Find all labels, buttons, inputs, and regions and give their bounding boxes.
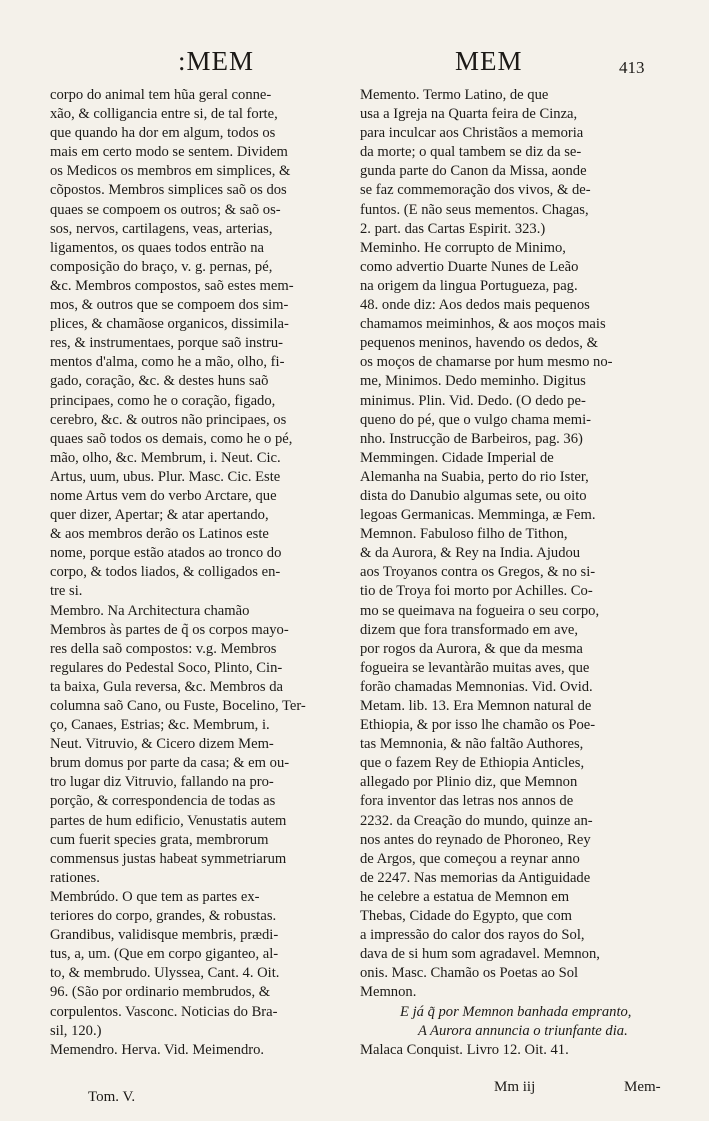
text-line: corpo, & todos liados, & colligados en- bbox=[50, 564, 281, 581]
text-line: 96. (São por ordinario membrudos, & bbox=[50, 984, 271, 1001]
text-line: ta baixa, Gula reversa, &c. Membros da bbox=[50, 678, 284, 695]
text-line: nos antes do reynado de Phoroneo, Rey bbox=[360, 831, 591, 848]
text-line: nome, porque estão atados ao tronco do bbox=[50, 545, 282, 562]
text-line: res, & instrumentaes, porque saõ instru- bbox=[50, 335, 284, 352]
text-line: Metam. lib. 13. Era Memnon natural de bbox=[360, 698, 592, 714]
text-line: gado, coração, &c. & destes huns saõ bbox=[50, 373, 269, 390]
text-line: dizem que fora transformado em ave, bbox=[360, 621, 579, 638]
running-header-left: :MEM bbox=[178, 46, 255, 76]
text-line: Membros às partes de q̃ os corpos mayo- bbox=[50, 621, 289, 638]
text-line: mo se queimava na fogueira o seu corpo, bbox=[360, 602, 600, 619]
text-line: fogueira se levantàrão muitas aves, que bbox=[360, 659, 590, 676]
signature-mark: Mm iij bbox=[494, 1079, 536, 1095]
text-line: 2232. da Creação do mundo, quinze an- bbox=[360, 812, 593, 829]
text-line: porção, & correspondencia de todas as bbox=[50, 793, 276, 810]
text-line: que quando ha dor em algum, todos os bbox=[50, 125, 276, 142]
text-line: chamamos meiminhos, & aos moços mais bbox=[360, 316, 606, 333]
text-line: Neut. Vitruvio, & Cicero dizem Mem- bbox=[50, 736, 274, 753]
text-line: Membro. Na Architectura chamão bbox=[50, 602, 250, 619]
text-line: tas Memnonia, & não faltão Authores, bbox=[360, 736, 584, 753]
text-line: sos, nervos, cartilagens, veas, arterias, bbox=[50, 220, 273, 237]
text-line: allegado por Plinio diz, que Memnon bbox=[360, 774, 578, 791]
text-line: brum domus por parte da casa; & em ou- bbox=[50, 755, 290, 772]
right-column bbox=[360, 86, 658, 1060]
text-line: para inculcar aos Christãos a memoria bbox=[360, 125, 584, 142]
text-line: pequenos meninos, havendo os dedos, & bbox=[360, 335, 598, 352]
text-line: mais em certo modo se sentem. Dividem bbox=[50, 144, 288, 161]
text-line: tio de Troya foi morto por Achilles. Co- bbox=[360, 583, 593, 600]
left-column bbox=[50, 86, 352, 1060]
text-line: onis. Masc. Chamão os Poetas ao Sol bbox=[360, 965, 579, 982]
catchword: Mem- bbox=[624, 1079, 661, 1095]
text-line: ço, Canaes, Estrias; &c. Membrum, i. bbox=[50, 717, 270, 734]
text-line: forão chamadas Memnonias. Vid. Ovid. bbox=[360, 678, 593, 695]
text-line: como advertio Duarte Nunes de Leão bbox=[360, 258, 579, 275]
text-line: quaes se compoem os outros; & saõ os- bbox=[50, 201, 281, 218]
text-line: gunda parte do Canon da Missa, aonde bbox=[360, 163, 587, 180]
text-line: principaes, como he o coração, figado, bbox=[50, 392, 276, 409]
text-line: tre si. bbox=[50, 583, 83, 600]
text-line: commensus justas habeat symmetriarum bbox=[50, 850, 287, 867]
text-line: corpo do animal tem hũa geral conne- bbox=[50, 87, 272, 103]
text-line: teriores do corpo, grandes, & robustas. bbox=[50, 908, 277, 925]
text-line: &c. Membros compostos, saõ estes mem- bbox=[50, 277, 294, 294]
text-line: Memnon. Fabuloso filho de Tithon, bbox=[360, 526, 568, 543]
text-line: aos Troyanos contra os Gregos, & no si- bbox=[360, 564, 596, 581]
text-line: Memendro. Herva. Vid. Meimendro. bbox=[50, 1041, 265, 1058]
running-header-right: MEM bbox=[455, 46, 523, 76]
text-line: usa a Igreja na Quarta feira de Cinza, bbox=[360, 106, 578, 123]
text-line: sil, 120.) bbox=[50, 1022, 102, 1039]
text-line: & aos membros derão os Latinos este bbox=[50, 526, 269, 543]
volume-label: Tom. V. bbox=[88, 1089, 136, 1105]
text-line: Memmingen. Cidade Imperial de bbox=[360, 449, 554, 466]
text-line: dista do Danubio algumas sete, ou oito bbox=[360, 487, 587, 504]
text-line: to, & membrudo. Ulyssea, Cant. 4. Oit. bbox=[50, 965, 280, 982]
text-line: os moços de chamarse por hum mesmo no- bbox=[360, 354, 613, 371]
text-line: por rogos da Aurora, & que da mesma bbox=[360, 640, 583, 657]
text-line: minimus. Plin. Vid. Dedo. (O dedo pe- bbox=[360, 392, 586, 409]
text-line: corpulentos. Vasconc. Noticias do Bra- bbox=[50, 1003, 278, 1020]
text-line: mentos d'alma, como he a mão, olho, fi- bbox=[50, 354, 285, 371]
text-line: rationes. bbox=[50, 869, 100, 886]
text-line: se faz commemoração dos vivos, & de- bbox=[360, 182, 591, 199]
text-line: composição do braço, v. g. pernas, pé, bbox=[50, 258, 273, 275]
text-line: tro lugar diz Vitruvio, fallando na pro- bbox=[50, 774, 274, 791]
text-line: cerebro, &c. & outros não principaes, os bbox=[50, 411, 287, 428]
text-line: Grandibus, validisque membris, prædi- bbox=[50, 927, 279, 944]
text-line: partes de hum edificio, Venustatis autem bbox=[50, 812, 287, 829]
text-line: queno do pé, que o vulgo chama memi- bbox=[360, 411, 592, 428]
text-line: Memento. Termo Latino, de que bbox=[360, 87, 549, 103]
text-line: plices, & chamãose organicos, dissimila- bbox=[50, 316, 289, 333]
text-line: regulares do Pedestal Soco, Plinto, Cin- bbox=[50, 659, 283, 676]
text-line: mão, olho, &c. Membrum, i. Neut. Cic. bbox=[50, 449, 281, 466]
text-line: cum fuerit species grata, membrorum bbox=[50, 831, 269, 848]
text-line: dava de si hum som agradavel. Memnon, bbox=[360, 946, 600, 963]
text-line: nome Artus vem do verbo Arctare, que bbox=[50, 487, 277, 504]
text-line: funtos. (E não seus mementos. Chagas, bbox=[360, 201, 589, 218]
text-line: Alemanha na Suabia, perto do rio Ister, bbox=[360, 468, 589, 485]
text-line: de 2247. Nas memorias da Antiguidade bbox=[360, 869, 591, 886]
text-line: Ethiopia, & por isso lhe chamão os Poe- bbox=[360, 717, 596, 734]
poem-line: E já q̃ por Memnon banhada empranto, bbox=[400, 1003, 632, 1020]
text-line: legoas Germanicas. Memminga, æ Fem. bbox=[360, 507, 596, 524]
text-line: quer dizer, Apertar; & atar apertando, bbox=[50, 507, 269, 524]
text-line: cõpostos. Membros simplices saõ os dos bbox=[50, 182, 287, 199]
text-line: tus, a, um. (Que em corpo giganteo, al- bbox=[50, 946, 279, 963]
text-line: na origem da lingua Portugueza, pag. bbox=[360, 277, 578, 294]
text-line: 2. part. das Cartas Espirit. 323.) bbox=[360, 220, 546, 237]
text-line: a impressão do calor dos rayos do Sol, bbox=[360, 927, 585, 944]
text-line: Thebas, Cidade do Egypto, que com bbox=[360, 908, 572, 925]
text-line: columna saõ Cano, ou Fuste, Bocelino, Ter- bbox=[50, 698, 306, 714]
text-line: de Argos, que começou a reynar anno bbox=[360, 850, 580, 867]
text-line: que o fazem Rey de Ethiopia Anticles, bbox=[360, 755, 585, 772]
text-line: nho. Instrucção de Barbeiros, pag. 36) bbox=[360, 430, 583, 447]
text-line: res della saõ compostos: v.g. Membros bbox=[50, 640, 277, 657]
text-line: Membrúdo. O que tem as partes ex- bbox=[50, 888, 260, 905]
text-line: ligamentos, os quaes todos entrão na bbox=[50, 239, 264, 256]
poem-line: A Aurora annuncia o triunfante dia. bbox=[418, 1022, 628, 1039]
text-line: xão, & colligancia entre si, de tal forte, bbox=[50, 106, 278, 123]
page-number: 413 bbox=[619, 58, 645, 77]
text-line: Memnon. bbox=[360, 984, 417, 1001]
text-line: & da Aurora, & Rey na India. Ajudou bbox=[360, 545, 581, 562]
text-line: 48. onde diz: Aos dedos mais pequenos bbox=[360, 297, 590, 314]
text-line: me, Minimos. Dedo meminho. Digitus bbox=[360, 373, 586, 390]
text-line: quaes saõ todos os demais, como he o pé, bbox=[50, 430, 293, 447]
text-line: mos, & outros que se compoem dos sim- bbox=[50, 297, 289, 314]
text-line: os Medicos os membros em simplices, & bbox=[50, 163, 291, 180]
text-line: Meminho. He corrupto de Minimo, bbox=[360, 239, 566, 256]
citation-line: Malaca Conquist. Livro 12. Oit. 41. bbox=[360, 1041, 569, 1058]
text-line: he celebre a estatua de Memnon em bbox=[360, 888, 570, 905]
text-line: fora inventor das letras nos annos de bbox=[360, 793, 574, 810]
text-line: Artus, uum, ubus. Plur. Masc. Cic. Este bbox=[50, 468, 281, 485]
text-line: da morte; o qual tambem se diz da se- bbox=[360, 144, 582, 161]
